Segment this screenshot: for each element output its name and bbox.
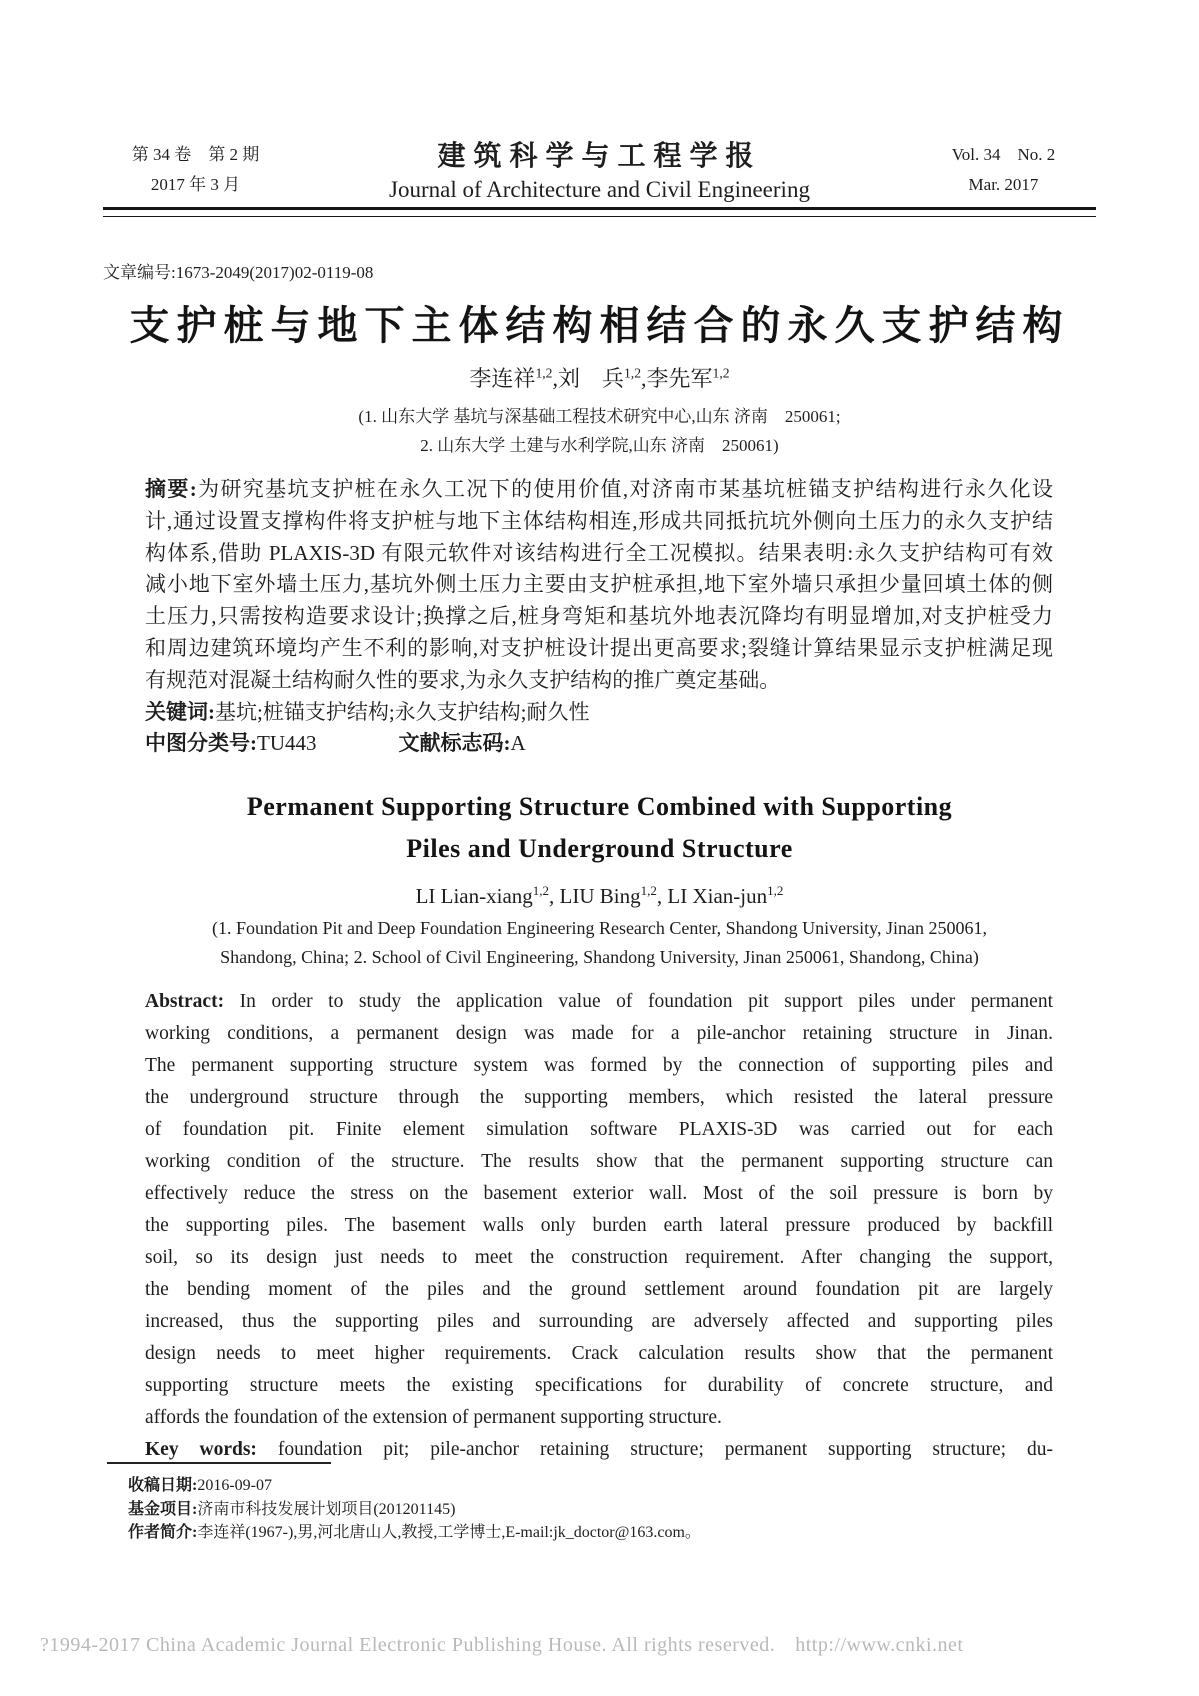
clc-line xyxy=(145,728,1053,760)
clc-label: 中图分类号: xyxy=(145,731,257,756)
keywords-cn xyxy=(145,697,1053,729)
abstract-en xyxy=(145,986,1053,1466)
footnote-text: 李连祥(1967-),男,河北唐山人,教授,工学博士,E-mail:jk_doctor@163.com。 xyxy=(197,1524,701,1541)
affiliation-cn-2: 2. 山东大学 土建与水利学院,山东 济南 250061) xyxy=(420,436,779,455)
abstract-en-line: supporting structure meets the existing specifications for durability of concrete structure, and xyxy=(145,1375,1053,1396)
footnote-line xyxy=(128,1521,701,1545)
journal-title-block xyxy=(288,140,911,206)
footnote-label: 作者简介: xyxy=(128,1524,198,1541)
volume-issue-en-block xyxy=(911,140,1096,200)
date-cn: 2017 年 3 月 xyxy=(150,175,241,194)
abstract-en-text: In order to study the application value of foundation pit support piles under permanent xyxy=(224,991,1053,1012)
document-code-label: 文献标志码: xyxy=(398,731,511,756)
affiliation-en-1: (1. Foundation Pit and Deep Foundation Engineering Research Center, Shandong University, Jinan 250061, xyxy=(212,918,987,938)
footnote-text: 济南市科技发展计划项目(201201145) xyxy=(197,1500,456,1518)
abstract-en-line: effectively reduce the stress on the basement exterior wall. Most of the soil pressure is born by xyxy=(145,1183,1053,1204)
journal-header xyxy=(103,140,1096,206)
abstract-en-last-line: affords the foundation of the extension of permanent supporting structure. xyxy=(145,1407,722,1428)
abstract-cn-line: 计,通过设置支撑构件将支护桩与地下主体结构相连,形成共同抵抗坑外侧向土压力的永久支护结 xyxy=(145,508,1053,533)
abstract-en-line: soil, so its design just needs to meet the construction requirement. After changing the support, xyxy=(145,1247,1053,1268)
abstract-cn-last-line: 有规范对混凝土结构耐久性的要求,为永久支护结构的推广奠定基础。 xyxy=(145,667,781,692)
author-affiliation-sup: 1,2 xyxy=(532,883,550,898)
abstract-en-line: working conditions, a permanent design was made for a pile-anchor retaining structure in Jinan. xyxy=(145,1023,1053,1044)
abstract-cn-text: 为研究基坑支护桩在永久工况下的使用价值,对济南市某基坑桩锚支护结构进行永久化设 xyxy=(196,477,1053,501)
date-en: Mar. 2017 xyxy=(968,175,1039,194)
abstract-en-line: the underground structure through the supporting members, which resisted the lateral pressure xyxy=(145,1087,1053,1108)
author-affiliation-sup: 1,2 xyxy=(535,365,553,381)
keywords-en-text: foundation pit; pile-anchor retaining structure; permanent supporting structure; du- xyxy=(256,1439,1053,1460)
watermark-text: ?1994-2017 China Academic Journal Electronic Publishing House. All rights reserved. xyxy=(40,1634,776,1656)
affiliations-en xyxy=(0,914,1199,972)
authors-cn xyxy=(0,362,1199,393)
paper-title-en xyxy=(0,786,1199,870)
abstract-cn xyxy=(145,474,1053,760)
author-affiliation-sup: 1,2 xyxy=(767,883,784,898)
abstract-en-line: of foundation pit. Finite element simulation software PLAXIS-3D was carried out for each xyxy=(145,1119,1053,1140)
author-en xyxy=(667,884,783,908)
document-code-value: A xyxy=(510,731,526,756)
author-separator: , xyxy=(656,884,668,908)
abstract-en-line: the bending moment of the piles and the ground settlement around foundation pit are largely xyxy=(145,1279,1053,1300)
abstract-cn-label: 摘要: xyxy=(145,477,197,501)
author-separator: , xyxy=(549,884,560,908)
keywords-cn-label: 关键词: xyxy=(145,699,215,724)
volume-issue-block xyxy=(103,140,288,200)
abstract-en-line: increased, thus the supporting piles and surrounding are adversely affected and supporting piles xyxy=(145,1311,1053,1332)
article-number: 文章编号:1673-2049(2017)02-0119-08 xyxy=(103,263,374,282)
footnote-divider-rule xyxy=(107,1462,331,1464)
abstract-cn-line: 构体系,借助 PLAXIS-3D 有限元软件对该结构进行全工况模拟。结果表明:永久支护结构可有效 xyxy=(145,540,1053,565)
abstract-en-line: design needs to meet higher requirements. Crack calculation results show that the permanent xyxy=(145,1343,1053,1364)
footnote-line xyxy=(128,1498,701,1522)
author-cn xyxy=(558,366,647,391)
footnote-label: 收稿日期: xyxy=(128,1477,198,1494)
abstract-cn-line xyxy=(145,474,1053,506)
abstract-en-line xyxy=(145,986,1053,1018)
paper-title-cn: 支护桩与地下主体结构相结合的永久支护结构 xyxy=(129,303,1070,348)
affiliation-en-2: Shandong, China; 2. School of Civil Engineering, Shandong University, Jinan 250061, Shandong, China) xyxy=(220,947,979,967)
cnki-watermark xyxy=(40,1634,963,1657)
abstract-en-line: working condition of the structure. The results show that the permanent supporting structure can xyxy=(145,1151,1053,1172)
abstract-cn-line: 和周边建筑环境均产生不利的影响,对支护桩设计提出更高要求;裂缝计算结果显示支护桩满足现 xyxy=(145,635,1053,660)
abstract-en-line: the supporting piles. The basement walls only burden earth lateral pressure produced by backfill xyxy=(145,1215,1053,1236)
author-name: 李连祥 xyxy=(469,366,536,391)
header-divider-rule xyxy=(103,207,1096,217)
abstract-cn-line: 减小地下室外墙土压力,基坑外侧土压力主要由支护桩承担,地下室外墙只承担少量回填土体的侧 xyxy=(145,572,1053,597)
footnotes xyxy=(128,1474,701,1545)
keywords-cn-text: 基坑;桩锚支护结构;永久支护结构;耐久性 xyxy=(215,699,590,724)
author-en xyxy=(560,884,668,908)
abstract-cn-body xyxy=(145,506,1053,665)
journal-title-en: Journal of Architecture and Civil Engineering xyxy=(389,177,810,202)
clc-value: TU443 xyxy=(257,731,317,756)
abstract-en-line: The permanent supporting structure system was formed by the connection of supporting piles and xyxy=(145,1055,1053,1076)
authors-en xyxy=(0,884,1199,909)
abstract-cn-line: 土压力,只需按构造要求设计;换撑之后,桩身弯矩和基坑外地表沉降均有明显增加,对支护桩受力 xyxy=(145,604,1053,629)
author-name: 李先军 xyxy=(646,366,713,391)
author-name: 刘 兵 xyxy=(557,366,624,391)
keywords-en-label: Key words: xyxy=(145,1439,257,1460)
abstract-en-body xyxy=(145,1018,1053,1402)
author-separator: , xyxy=(552,366,558,391)
journal-title-cn: 建筑科学与工程学报 xyxy=(437,141,762,172)
paper-title-en-line1: Permanent Supporting Structure Combined with Supporting xyxy=(246,792,953,821)
author-affiliation-sup: 1,2 xyxy=(712,365,730,381)
author-cn xyxy=(469,366,558,391)
author-affiliation-sup: 1,2 xyxy=(640,883,657,898)
author-cn xyxy=(647,366,730,391)
abstract-en-label: Abstract: xyxy=(145,991,225,1012)
author-name: LI Xian-jun xyxy=(667,884,768,908)
footnote-line xyxy=(128,1474,701,1498)
volume-issue-cn: 第 34 卷 第 2 期 xyxy=(131,145,260,164)
author-name: LI Lian-xiang xyxy=(415,884,533,908)
watermark-url: http://www.cnki.net xyxy=(795,1634,964,1656)
author-name: LIU Bing xyxy=(559,884,641,908)
affiliation-cn-1: (1. 山东大学 基坑与深基础工程技术研究中心,山东 济南 250061; xyxy=(358,407,841,426)
footnote-label: 基金项目: xyxy=(128,1500,198,1518)
volume-issue-en: Vol. 34 No. 2 xyxy=(951,145,1056,164)
footnote-text: 2016-09-07 xyxy=(197,1477,272,1494)
author-en xyxy=(416,884,560,908)
author-affiliation-sup: 1,2 xyxy=(623,365,642,381)
author-separator: , xyxy=(641,366,647,391)
paper-title-en-line2: Piles and Underground Structure xyxy=(406,834,793,863)
